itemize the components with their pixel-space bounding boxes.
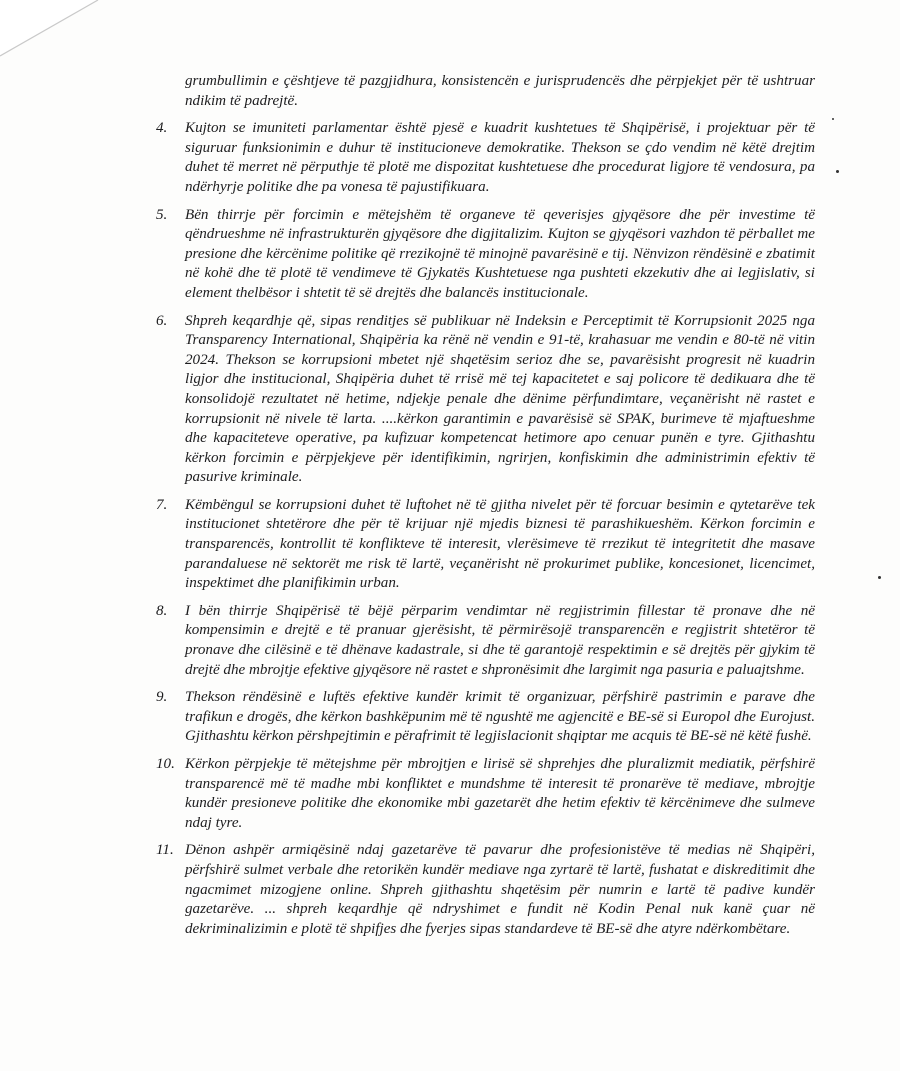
list-item — [156, 206, 815, 304]
item-text: I bën thirrje Shqipërisë të bëjë përparim vendimtar në regjistrimin fillestar të pronave dhe në kompensimin e drejtë e të pranuar gjerësisht, të përmirësojë transparencën e regjistrit shtetëror të pronave dhe cilësinë e të dhënave kadastrale, si dhe të garantojë respektimin e së drejtës për gjykim të drejtë dhe mbrojtje efektive gjyqësore në rastet e shpronësimit dhe largimit nga pasuria e paluajtshme. — [185, 602, 815, 678]
item-text: Dënon ashpër armiqësinë ndaj gazetarëve të pavarur dhe profesionistëve të medias në Shqipëri, përfshirë sulmet verbale dhe retorikën kundër mediave nga zyrtarë të lartë, fushatat e diskreditimit dhe ngacmimet mizogjene online. Shpreh gjithashtu shqetësim për numrin e lartë të padive kundër gazetarëve. ... shpreh keqardhje që ndryshimet e fundit në Kodin Penal nuk kanë çuar në dekriminalizimin e plotë të shpifjes dhe fyerjes sipas standardeve të BE-së dhe atyre ndërkombëtare. — [185, 842, 815, 937]
list-item — [156, 312, 815, 488]
item-number: 10. — [156, 756, 175, 772]
page-fold-corner — [0, 0, 110, 60]
item-number: 7. — [156, 496, 168, 513]
item-text: Bën thirrje për forcimin e mëtejshëm të organeve të qeverisjes gjyqësore dhe për investime të qëndrueshme në infrastrukturën gjyqësore dhe digjitalizim. Kujton se gjyqësori vazhdon të përballet me presione dhe kërcënime politike që rrezikojnë të minojnë pavarësinë e tij. Nënvizon rëndësinë e zbatimit në kohë dhe të plotë të vendimeve të Gjykatës Kushtetuese nga pushteti ekzekutiv dhe ai legjislativ, si element thelbësor i shtetit të së drejtës dhe balancës institucionale. — [185, 206, 815, 301]
item-number: 4. — [156, 120, 168, 137]
item-number: 11. — [156, 842, 174, 859]
list-item — [156, 755, 815, 833]
item-number: 9. — [156, 689, 168, 706]
item-text: Shpreh keqardhje që, sipas renditjes së publikuar në Indeksin e Perceptimit të Korrupsionit 2025 nga Transparency International, Shqipëria ka rënë në vendin e 91-të, krahasuar me vendin e 80-të në vitin 2024. Thekson se korrupsioni mbetet një shqetësim serioz dhe se, pavarësisht progresit në kuadrin ligjor dhe institucional, Shqipëria duhet të rrisë më tej kapacitetet e saj policore të dedikuara dhe të konsolidojë rezultatet në hetime, ndjekje penale dhe dënime përfundimtare, veçanërisht në rastet e korrupsionit në nivele të larta. ....kërkon garantimin e pavarësisë së SPAK, burimeve të mjaftueshme dhe kapaciteteve operative, pa kufizuar kompetencat hetimore apo cenuar punën e tyre. Gjithashtu kërkon forcimin e përpjekjeve për identifikimin, ngrirjen, konfiskimin dhe administrimin efektiv të pasurive kriminale. — [185, 312, 815, 486]
list-item — [156, 602, 815, 680]
item-text: Kujton se imuniteti parlamentar është pjesë e kuadrit kushtetues të Shqipërisë, i projektuar për të siguruar funksionimin e duhur të institucioneve demokratike. Thekson se çdo vendim në këtë drejtim duhet të merret në përputhje të plotë me dispozitat kushtetuese dhe procedurat ligjore të vendosura, pa ndërhyrje politike dhe pa vonesa të pajustifikuara. — [185, 120, 815, 195]
item-text: Kërkon përpjekje të mëtejshme për mbrojtjen e lirisë së shprehjes dhe pluralizmit mediatik, përfshirë transparencë më të madhe mbi konfliktet e mundshme të interesit të pronarëve të mediave, mbrojtje kundër presioneve politike dhe ekonomike mbi gazetarët dhe hetim efektiv të kërcënimeve dhe sulmeve ndaj tyre. — [185, 756, 815, 831]
list-item — [156, 688, 815, 747]
item-number: 6. — [156, 312, 168, 329]
list-item — [156, 496, 815, 594]
paragraph-continuation — [185, 72, 815, 111]
item-number: 8. — [156, 602, 168, 619]
scan-speck — [878, 576, 881, 579]
scan-speck — [832, 118, 834, 120]
list-item — [156, 841, 815, 939]
list-item — [156, 119, 815, 197]
item-number: 5. — [156, 206, 168, 223]
item-text: Thekson rëndësinë e luftës efektive kundër krimit të organizuar, përfshirë pastrimin e parave dhe trafikun e drogës, dhe kërkon bashkëpunim më të ngushtë me agjencitë e BE-së si Europol dhe Eurojust. Gjithashtu kërkon përshpejtimin e përafrimit të legjislacionit shqiptar me acquis të BE-së në këtë fushë. — [185, 689, 815, 745]
paragraph-text: grumbullimin e çështjeve të pazgjidhura, konsistencën e jurisprudencës dhe përpjekjet për të ushtruar ndikim të padrejtë. — [185, 73, 815, 109]
document-body — [150, 72, 815, 939]
scan-speck — [836, 170, 839, 173]
item-text: Këmbëngul se korrupsioni duhet të luftohet në të gjitha nivelet për të forcuar besimin e qytetarëve tek institucionet shtetërore dhe për të krijuar një mjedis biznesi të parashikueshëm. Kërkon forcimin e transparencës, kontrollit të konflikteve të interesit, vlerësimeve të rrezikut të integritetit dhe masave parandaluese në sektorët me risk të lartë, veçanërisht në prokurimet publike, koncesionet, licencimet, inspektimet dhe planifikimin urban. — [185, 496, 815, 592]
